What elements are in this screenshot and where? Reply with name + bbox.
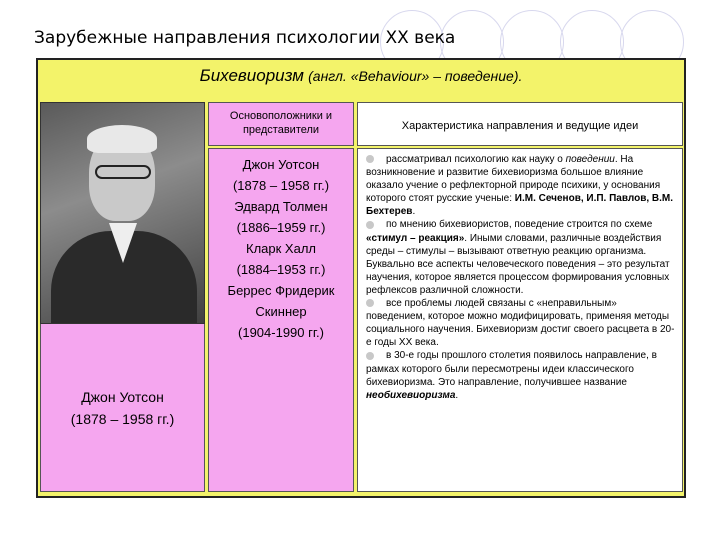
founder-item: Беррес Фридерик xyxy=(227,283,335,298)
founders-header-line2: представители xyxy=(242,124,320,136)
portrait-caption-name: Джон Уотсон xyxy=(81,389,164,405)
idea-paragraph: рассматривал психологию как науку о поведении. На возникновение и развитие бихевиоризма большое влияние оказало учение о рефлекторной природе психики, у основания которого стоят русские ученые: И.М. Сеченов, И.П. Павлов, В.М. Бехтерев. xyxy=(366,154,674,218)
slide-title: Зарубежные направления психологии XX века xyxy=(34,28,456,48)
idea-paragraph: все проблемы людей связаны с «неправильным» поведением, которое можно модифицировать, применяя методы социального научения. Бихевиоризм достиг своего расцвета в 20-е годы XX века. xyxy=(366,298,675,349)
founder-item: Скиннер xyxy=(255,304,307,319)
portrait-caption-years: (1878 – 1958 гг.) xyxy=(70,411,175,427)
bullet-icon xyxy=(366,155,374,163)
founder-item: Кларк Халл xyxy=(246,241,316,256)
founders-header xyxy=(208,102,354,146)
bullet-icon xyxy=(366,221,374,229)
founder-item: (1884–1953 гг.) xyxy=(236,262,326,277)
bullet-icon xyxy=(366,352,374,360)
subtitle-main: Бихевиоризм xyxy=(199,66,304,85)
subtitle xyxy=(36,66,686,86)
idea-paragraph: в 30-е годы прошлого столетия появилось направление, в рамках которого были пересмотрены идеи классического бихевиоризма. Это направление, получившее название необихевиоризма. xyxy=(366,350,657,401)
ideas-header: Характеристика направления и ведущие идеи xyxy=(357,102,683,146)
founder-item: (1878 – 1958 гг.) xyxy=(232,178,330,193)
ideas-text xyxy=(366,153,678,402)
subtitle-rest: (англ. «Behaviour» – поведение). xyxy=(308,68,523,84)
bullet-icon xyxy=(366,299,374,307)
founder-item: (1904-1990 гг.) xyxy=(238,325,324,340)
idea-paragraph: по мнению бихевиористов, поведение строится по схеме «стимул – реакция». Иными словами, различные воздействия среды – стимулы – вызывают ответную реакцию организма. Буквально все аспекты человеческого поведения – это результат научения, которое является процессом формирования условных рефлексов различной сложности. xyxy=(366,219,670,296)
portrait-caption xyxy=(40,386,205,430)
founder-item: Джон Уотсон xyxy=(242,157,320,172)
founders-list xyxy=(208,154,354,343)
portrait-photo xyxy=(40,102,205,324)
founders-header-line1: Основоположники и xyxy=(229,110,333,122)
founder-item: (1886–1959 гг.) xyxy=(236,220,326,235)
founder-item: Эдвард Толмен xyxy=(234,199,328,214)
